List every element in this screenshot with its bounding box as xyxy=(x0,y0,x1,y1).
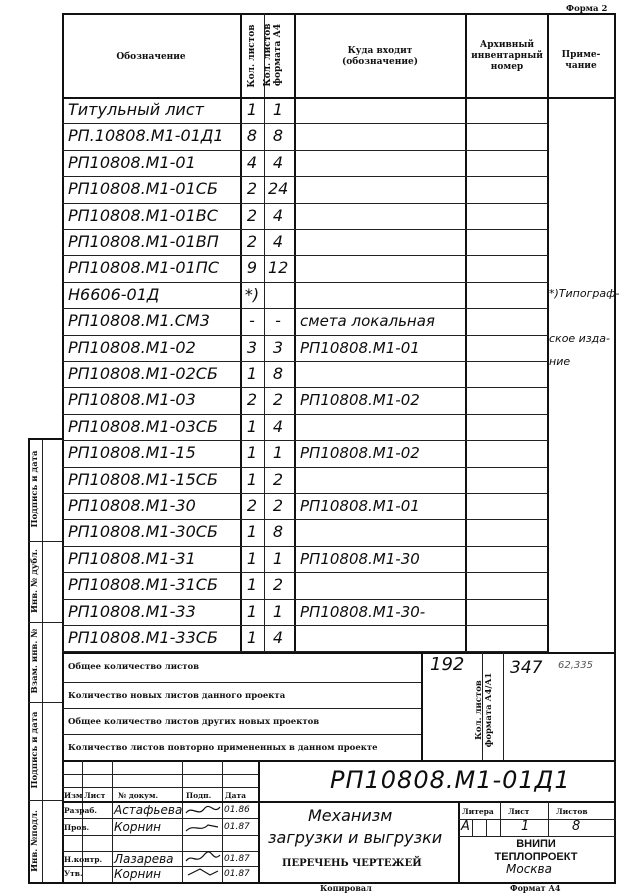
row-sheets: 1 xyxy=(246,522,258,542)
row-a4: 4 xyxy=(272,205,284,225)
row-sheets: 1 xyxy=(246,628,258,647)
row-included-in: РП10808.М1-01 xyxy=(300,338,420,357)
tb-col-doc: № докум. xyxy=(118,791,159,800)
row-a4: 1 xyxy=(272,100,284,119)
row-a4: 12 xyxy=(268,258,289,278)
row-designation: РП10808.М1-15 xyxy=(68,443,196,463)
frame-left xyxy=(62,13,64,883)
litera-value: А xyxy=(461,819,470,834)
row-line xyxy=(62,150,548,151)
row-a4: 4 xyxy=(272,152,284,172)
row-a4: 8 xyxy=(272,364,284,383)
row-a4: 4 xyxy=(272,416,284,436)
row-sheets: 1 xyxy=(246,364,258,383)
row-designation: РП10808.М1-01ВП xyxy=(68,232,219,251)
totals-line-1 xyxy=(62,682,422,683)
row-a4: 8 xyxy=(272,522,284,542)
listov-value: 8 xyxy=(572,819,581,834)
row-designation: РП10808.М1-31СБ xyxy=(68,575,218,595)
row-sheets: 3 xyxy=(246,337,258,357)
totals-sep-3 xyxy=(503,652,504,760)
row-included-in: РП10808.М1-02 xyxy=(300,391,420,410)
tb-row-2 xyxy=(62,787,258,788)
new-sheets-label: Количество новых листов данного проекта xyxy=(68,691,286,701)
listov-label: Листов xyxy=(556,807,588,816)
totals-top xyxy=(62,652,616,654)
row-line xyxy=(62,625,548,626)
litera-label: Литера xyxy=(462,807,494,816)
row-line xyxy=(62,203,548,204)
litera-sub-2 xyxy=(486,819,487,836)
row-a4: 4 xyxy=(272,628,284,647)
org-2: ТЕПЛОПРОЕКТ xyxy=(494,851,578,863)
litera-line-1 xyxy=(458,819,616,820)
row-sheets: 2 xyxy=(246,232,258,251)
row-designation: Н6606-01Д xyxy=(68,284,160,304)
row-a4: 2 xyxy=(272,575,284,595)
utv-date: 01.87 xyxy=(224,869,250,879)
prov-label: Пров. xyxy=(64,823,90,832)
header-included: Куда входит (обозначение) xyxy=(342,46,418,67)
row-line xyxy=(62,467,548,468)
row-designation: РП10808.М1-03СБ xyxy=(68,416,218,436)
row-a4: 2 xyxy=(272,390,284,410)
total-sheets-label: Общее количество листов xyxy=(68,662,200,672)
col-sep-4 xyxy=(465,13,467,652)
list-label: Лист xyxy=(508,807,530,816)
tb-sep-main xyxy=(258,760,260,882)
header-sheets: Кол. листов xyxy=(247,24,257,88)
row-sheets: *) xyxy=(244,284,260,304)
tb-col-3 xyxy=(182,760,183,882)
row-a4: 1 xyxy=(272,548,284,568)
row-line xyxy=(62,229,548,230)
row-a4: 3 xyxy=(272,337,284,357)
row-sheets: 1 xyxy=(246,100,258,119)
utv-name: Корнин xyxy=(114,867,161,881)
row-a4: 8 xyxy=(272,126,284,146)
tb-col-date: Дата xyxy=(225,791,247,800)
row-line xyxy=(62,361,548,362)
frame-right xyxy=(614,13,616,883)
row-line xyxy=(62,440,548,441)
row-a4: 4 xyxy=(272,232,284,251)
form-label: Форма 2 xyxy=(566,4,608,14)
row-sheets: - xyxy=(249,311,255,331)
row-line xyxy=(62,414,548,415)
litera-sep-2 xyxy=(548,801,549,836)
remark-note-2: ское изда- xyxy=(549,332,610,345)
tb-row-1 xyxy=(62,774,258,775)
row-sheets: 2 xyxy=(246,179,258,199)
signature-marks-icon xyxy=(184,803,222,881)
row-designation: РП10808.М1-33СБ xyxy=(68,628,218,647)
row-line xyxy=(62,599,548,600)
title-line-3: ПЕРЕЧЕНЬ ЧЕРТЕЖЕЙ xyxy=(282,858,422,869)
row-designation: РП10808.М1-03 xyxy=(68,390,196,410)
a4-extra: 62,335 xyxy=(558,660,593,671)
row-designation: РП10808.М1-01ВС xyxy=(68,205,218,225)
row-a4: 2 xyxy=(272,469,284,489)
row-designation: РП.10808.М1-01Д1 xyxy=(68,126,224,146)
razrab-name: Астафьева xyxy=(114,803,183,817)
litera-line-2 xyxy=(458,836,616,837)
totals-line-2 xyxy=(62,708,422,709)
org-1: ВНИПИ xyxy=(516,838,556,850)
row-a4: 2 xyxy=(272,496,284,515)
row-line xyxy=(62,123,548,124)
title-line-1: Механизм xyxy=(308,806,393,825)
row-designation: РП10808.М1-02СБ xyxy=(68,364,218,383)
row-included-in: РП10808.М1-30 xyxy=(300,549,420,568)
row-line xyxy=(62,519,548,520)
remark-note-3: ние xyxy=(549,355,571,368)
razrab-label: Разраб. xyxy=(64,806,98,815)
side-line-6 xyxy=(28,882,62,884)
row-a4: 24 xyxy=(268,179,289,199)
side-inv-orig: Инв. №подл. xyxy=(30,810,40,872)
a4-value: 347 xyxy=(510,658,543,678)
tb-col-4 xyxy=(222,760,223,882)
tb-col-sign: Подп. xyxy=(186,791,212,800)
doc-code: РП10808.М1-01Д1 xyxy=(330,766,571,794)
razrab-date: 01.86 xyxy=(224,805,250,815)
header-archive: Архивный инвентарный номер xyxy=(471,40,543,72)
row-included-in: РП10808.М1-30- xyxy=(300,602,426,621)
nkontr-date: 01.87 xyxy=(224,854,250,864)
footer-copied: Копировал xyxy=(320,883,372,893)
side-sign-date-2: Подпись и дата xyxy=(30,711,40,789)
row-designation: РП10808.М1-31 xyxy=(68,548,196,568)
tb-col-izm: Изм xyxy=(64,791,83,800)
row-line xyxy=(62,493,548,494)
row-line xyxy=(62,255,548,256)
header-bottom xyxy=(62,97,616,99)
row-included-in: РП10808.М1-02 xyxy=(300,444,420,463)
row-sheets: 2 xyxy=(246,496,258,515)
row-included-in: смета локальная xyxy=(300,312,435,331)
row-line xyxy=(62,387,548,388)
list-value: 1 xyxy=(521,819,530,834)
row-line xyxy=(62,308,548,309)
row-designation: Титульный лист xyxy=(68,100,204,119)
side-line-1 xyxy=(28,438,62,440)
prov-name: Корнин xyxy=(114,820,161,834)
tb-col-2 xyxy=(112,760,113,882)
row-included-in: РП10808.М1-01 xyxy=(300,497,420,515)
side-inv-dupl: Инв. № дубл. xyxy=(30,549,40,614)
totals-sep-1 xyxy=(421,652,423,760)
header-sheets-a4: Кол. листов формата А4 xyxy=(263,23,283,87)
total-sheets-value: 192 xyxy=(430,654,465,675)
row-sheets: 1 xyxy=(246,548,258,568)
row-designation: РП10808.М1-01ПС xyxy=(68,258,219,278)
other-new-label: Общее количество листов других новых проектов xyxy=(68,717,320,727)
tb-row-5 xyxy=(62,835,258,836)
litera-sub-1 xyxy=(472,819,473,836)
row-designation: РП10808.М1-33 xyxy=(68,601,196,621)
reused-label: Количество листов повторно примененных в данном проекте xyxy=(68,743,378,753)
title-line-2: загрузки и выгрузки xyxy=(268,828,443,847)
utv-label: Утв. xyxy=(64,869,83,878)
row-line xyxy=(62,572,548,573)
row-sheets: 2 xyxy=(246,390,258,410)
nkontr-label: Н.контр. xyxy=(64,855,103,864)
side-sign-date-1: Подпись и дата xyxy=(30,450,40,528)
remark-note-1: *)Типограф- xyxy=(549,287,620,300)
row-designation: РП10808.М1-15СБ xyxy=(68,469,218,489)
header-designation: Обозначение xyxy=(116,52,186,62)
col-sep-2 xyxy=(264,13,265,652)
row-designation: РП10808.М1-02 xyxy=(68,337,196,357)
row-line xyxy=(62,176,548,177)
side-vzam-inv: Взам. инв. № xyxy=(30,628,40,694)
row-a4: 1 xyxy=(272,601,284,621)
frame-top xyxy=(62,13,616,15)
org-3: Москва xyxy=(506,862,552,876)
row-designation: РП10808.М1-30СБ xyxy=(68,522,218,542)
totals-line-3 xyxy=(62,734,422,735)
a4-side-label: Кол. листов формата А4/А1 xyxy=(474,672,494,748)
row-designation: РП10808.М1-30 xyxy=(68,496,196,515)
side-stamp-mid xyxy=(42,438,43,883)
tb-top xyxy=(62,760,616,762)
row-sheets: 1 xyxy=(246,416,258,436)
nkontr-name: Лазарева xyxy=(114,852,174,866)
prov-date: 01.87 xyxy=(224,822,250,832)
row-sheets: 1 xyxy=(246,575,258,595)
row-sheets: 1 xyxy=(246,601,258,621)
row-line xyxy=(62,546,548,547)
row-sheets: 4 xyxy=(246,152,258,172)
row-designation: РП10808.М1-01СБ xyxy=(68,179,218,199)
footer-format: Формат А4 xyxy=(510,883,561,893)
row-designation: РП10808.М1.СМ3 xyxy=(68,311,210,331)
row-sheets: 1 xyxy=(246,443,258,463)
row-sheets: 9 xyxy=(246,258,258,278)
row-sheets: 8 xyxy=(246,126,258,146)
tb-row-4 xyxy=(62,818,258,819)
row-designation: РП10808.М1-01 xyxy=(68,152,196,172)
row-a4: 1 xyxy=(272,443,284,463)
litera-sep-1 xyxy=(500,801,501,836)
row-sheets: 2 xyxy=(246,205,258,225)
header-remark: Приме-чание xyxy=(561,50,601,71)
row-a4: - xyxy=(275,311,281,331)
col-sep-3 xyxy=(294,13,296,652)
tb-col-list: Лист xyxy=(84,791,106,800)
row-line xyxy=(62,335,548,336)
row-sheets: 1 xyxy=(246,469,258,489)
row-line xyxy=(62,282,548,283)
